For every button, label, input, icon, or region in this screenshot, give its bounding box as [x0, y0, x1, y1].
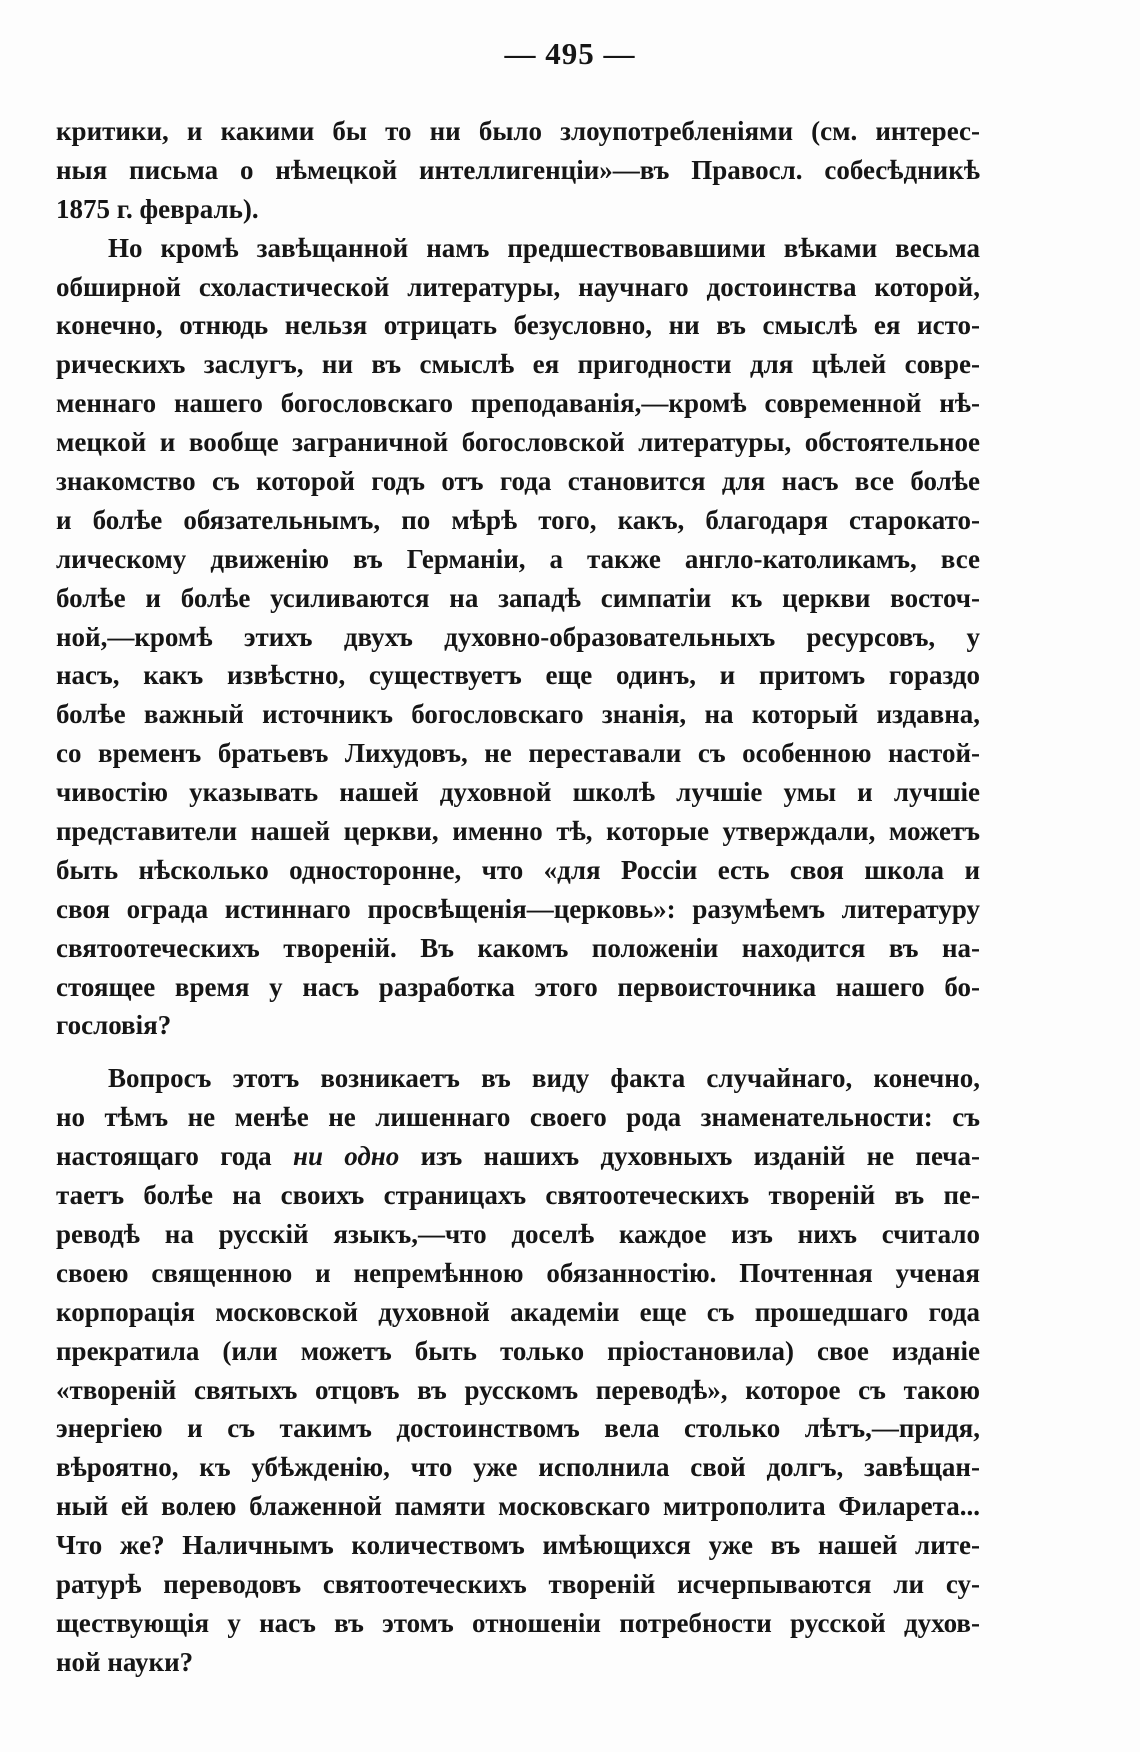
text-line: мецкой и вообще заграничной богословской литературы, обстоятельное: [56, 427, 980, 458]
text-line: знакомство съ которой годъ отъ года становится для насъ все болѣе: [56, 466, 980, 497]
text-line: болѣе важный источникъ богословскаго знанія, на который издавна,: [56, 699, 980, 730]
text-line: но тѣмъ не менѣе не лишеннаго своего рода знаменательности: съ: [56, 1102, 980, 1133]
text-line: ществующія у насъ въ этомъ отношеніи потребности русской духов-: [56, 1607, 980, 1638]
text-line: ныя письма о нѣмецкой интеллигенціи»—въ Правосл. собесѣдникѣ: [56, 154, 980, 185]
text-line: лическому движенію въ Германіи, а также англо-католикамъ, все: [56, 543, 980, 574]
text-line: со временъ братьевъ Лихудовъ, не переставали съ особенною настой-: [56, 738, 980, 769]
body-text: [56, 112, 980, 1682]
text-line: энергіею и съ такимъ достоинствомъ вела столько лѣтъ,—придя,: [56, 1413, 980, 1444]
text-line: корпорація московской духовной академіи еще съ прошедшаго года: [56, 1296, 980, 1327]
text-line: рическихъ заслугъ, ни въ смыслѣ ея пригодности для цѣлей совре-: [56, 349, 980, 380]
text-line: настоящаго года ни одно изъ нашихъ духовныхъ изданій не печа-: [56, 1141, 980, 1172]
text-line: святоотеческихъ твореній. Въ какомъ положеніи находится въ на-: [56, 932, 980, 963]
page-number: — 495 —: [504, 36, 636, 71]
text-line: насъ, какъ извѣстно, существуетъ еще одинъ, и притомъ гораздо: [56, 660, 980, 691]
text-line: гословія?: [56, 1010, 172, 1041]
text-line: 1875 г. февраль).: [56, 193, 259, 224]
paragraph-gap: [56, 1045, 980, 1059]
text-line: представители нашей церкви, именно тѣ, которые утверждали, можетъ: [56, 816, 980, 847]
text-line: критики, и какими бы то ни было злоупотребленіями (см. интерес-: [56, 116, 980, 146]
text-line: Что же? Наличнымъ количествомъ имѣющихся уже въ нашей лите-: [56, 1530, 980, 1561]
text-line: вѣроятно, къ убѣжденію, что уже исполнила свой долгъ, завѣщан-: [56, 1452, 980, 1483]
paragraph: [56, 112, 980, 229]
text-line: реводѣ на русскій языкъ,—что доселѣ каждое изъ нихъ считало: [56, 1218, 980, 1249]
text-line: обширной схоластической литературы, научнаго достоинства которой,: [56, 271, 980, 302]
text-line: ный ей волею блаженной памяти московскаго митрополита Филарета...: [56, 1491, 980, 1522]
text-line: своею священною и непремѣнною обязанностію. Почтенная ученая: [56, 1257, 980, 1288]
paragraph: [56, 1059, 980, 1681]
text-line: ной,—кромѣ этихъ двухъ духовно-образовательныхъ ресурсовъ, у: [56, 621, 980, 652]
text-line: ратурѣ переводовъ святоотеческихъ твореній исчерпываются ли су-: [56, 1568, 980, 1599]
paragraph: [56, 229, 980, 1046]
text-line: своя ограда истиннаго просвѣщенія—церковь»: разумѣемъ литературу: [56, 893, 980, 924]
text-line: ной науки?: [56, 1646, 194, 1677]
text-line: Но кромѣ завѣщанной намъ предшествовавшими вѣками весьма: [108, 232, 980, 263]
text-line: болѣе и болѣе усиливаются на западѣ симпатіи къ церкви восточ-: [56, 582, 980, 613]
text-line: таетъ болѣе на своихъ страницахъ святоотеческихъ твореній въ пе-: [56, 1180, 980, 1211]
text-line: Вопросъ этотъ возникаетъ въ виду факта случайнаго, конечно,: [108, 1063, 980, 1094]
text-line: меннаго нашего богословскаго преподаванія,—кромѣ современной нѣ-: [56, 388, 980, 419]
text-line: стоящее время у насъ разработка этого первоисточника нашего бо-: [56, 971, 980, 1002]
text-line: «твореній святыхъ отцовъ въ русскомъ переводѣ», которое съ такою: [56, 1374, 980, 1405]
text-line: конечно, отнюдь нельзя отрицать безусловно, ни въ смыслѣ ея исто-: [56, 310, 980, 341]
text-line: быть нѣсколько односторонне, что «для Россіи есть своя школа и: [56, 854, 980, 885]
text-line: чивостію указывать нашей духовной школѣ лучшіе умы и лучшіе: [56, 777, 980, 808]
italic-emphasis: ни одно: [292, 1141, 400, 1172]
text-line: прекратила (или можетъ быть только пріостановила) свое изданіе: [56, 1335, 980, 1366]
text-line: и болѣе обязательнымъ, по мѣрѣ того, какъ, благодаря старокато-: [56, 504, 980, 535]
